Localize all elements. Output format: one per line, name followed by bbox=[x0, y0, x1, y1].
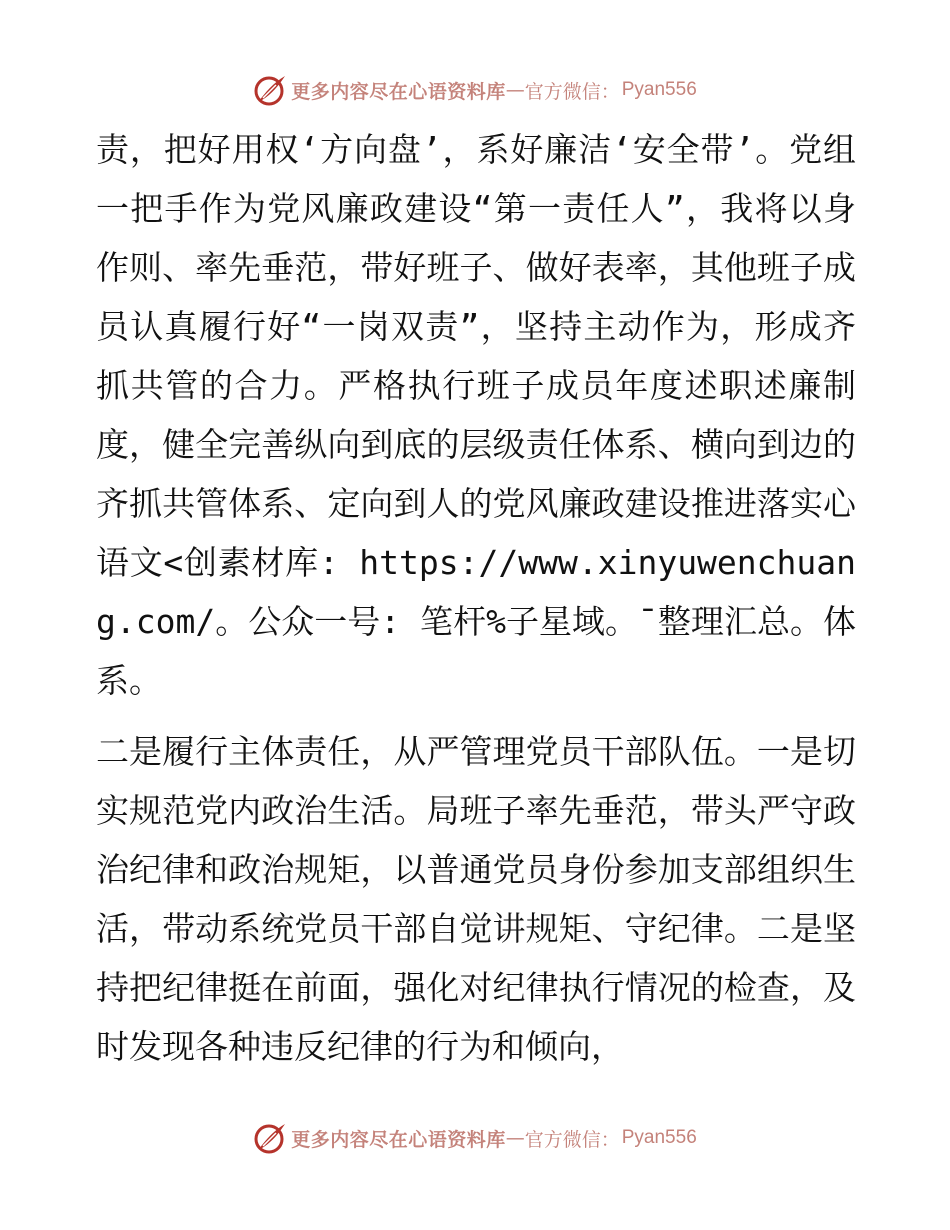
footer-contact-label: 官方微信： bbox=[524, 1128, 620, 1151]
footer-banner bbox=[0, 1118, 950, 1158]
quill-pen-logo-icon bbox=[253, 73, 287, 107]
header-separator: — bbox=[505, 79, 525, 101]
document-body bbox=[96, 120, 856, 1076]
paragraph-1: 责，把好用权‘方向盘’，系好廉洁‘安全带’。党组一把手作为党风廉政建设“第一责任人”，我将以身作则、率先垂范，带好班子、做好表率，其他班子成员认真履行好“一岗双责”，坚持主动作为，形成齐抓共管的合力。严格执行班子成员年度述职述廉制度，健全完善纵向到底的层级责任体系、横向到边的齐抓共管体系、定向到人的党风廉政建设推进落实心语文<创素材库: https://www.xinyuwenchuang.com/。公众一号: 笔杆%子星域。¯整理汇总。体系。 bbox=[96, 130, 856, 700]
header-contact-label: 官方微信： bbox=[524, 80, 620, 103]
header-banner bbox=[0, 70, 950, 110]
footer-brand-text: 更多内容尽在心语资料库 bbox=[291, 1128, 506, 1151]
paragraph-2: 二是履行主体责任，从严管理党员干部队伍。一是切实规范党内政治生活。局班子率先垂范，带头严守政治纪律和政治规矩，以普通党员身份参加支部组织生活，带动系统党员干部自觉讲规矩、守纪律。二是坚持把纪律挺在前面，强化对纪律执行情况的检查，及时发现各种违反纪律的行为和倾向， bbox=[96, 732, 856, 1066]
footer-separator: — bbox=[505, 1127, 525, 1149]
quill-pen-logo-icon bbox=[253, 1121, 287, 1155]
header-contact-id: Pyan556 bbox=[621, 79, 697, 100]
header-brand-text: 更多内容尽在心语资料库 bbox=[291, 80, 506, 103]
footer-contact-id: Pyan556 bbox=[621, 1127, 697, 1148]
